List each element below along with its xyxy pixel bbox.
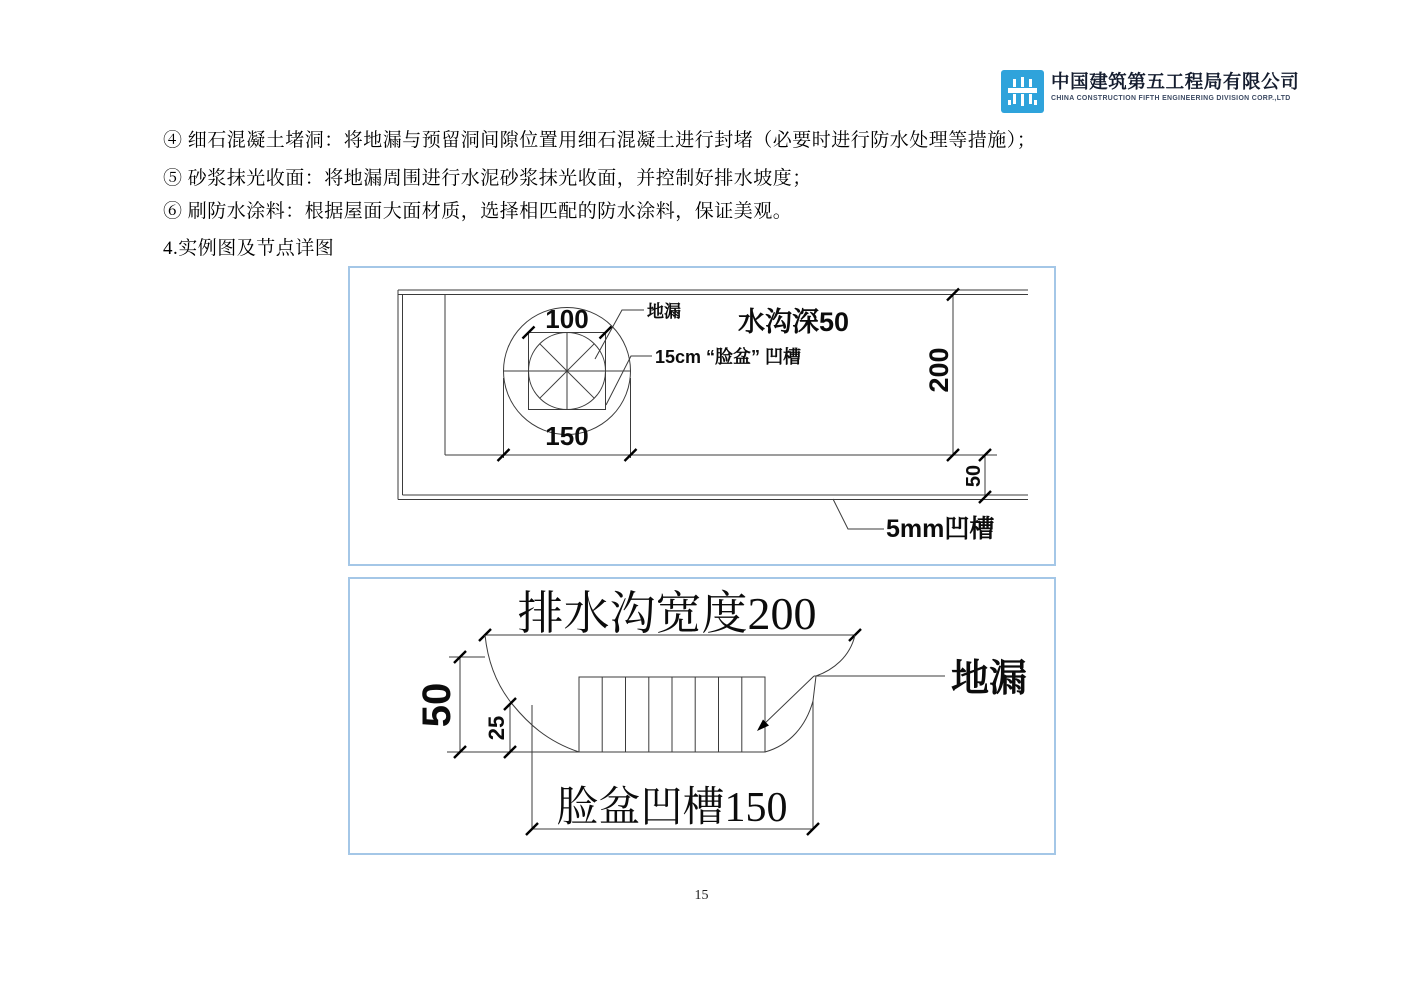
dim-label-150: 150 — [545, 421, 589, 451]
dimension-25 — [484, 698, 516, 758]
label-gutter-depth: 水沟深50 — [738, 307, 850, 337]
dim-label-25: 25 — [484, 715, 509, 741]
leader-line — [606, 356, 652, 405]
cscec-logo-icon — [1001, 70, 1044, 113]
procedure-step-4: ④ 细石混凝土堵洞：将地漏与预留洞间隙位置用细石混凝土进行封堵（必要时进行防水处理等措施）； — [163, 130, 1037, 151]
dim-label-50: 50 — [415, 682, 459, 728]
drain-grate — [579, 677, 765, 752]
section-title: 排水沟宽度200 — [517, 588, 817, 639]
figure-plan-view — [348, 266, 1056, 566]
label-basin-recess: 15cm “脸盆” 凹槽 — [655, 347, 802, 367]
company-name: 中国建筑第五工程局有限公司 — [1051, 71, 1300, 92]
section-view-drawing — [350, 579, 1054, 853]
dimension-200 — [924, 289, 959, 462]
page-number: 15 — [694, 888, 709, 903]
label-basin-150: 脸盆凹槽150 — [556, 785, 788, 831]
label-floor-drain: 地漏 — [647, 302, 681, 321]
plan-view-drawing — [350, 268, 1054, 564]
company-name-block — [1051, 70, 1299, 102]
company-logo — [1001, 70, 1299, 113]
procedure-step-5: ⑤ 砂浆抹光收面：将地漏周围进行水泥砂浆抹光收面，并控制好排水坡度； — [163, 168, 812, 189]
basin-recess-callout — [606, 346, 801, 405]
section-heading: 4.实例图及节点详图 — [163, 238, 335, 259]
procedure-step-6: ⑥ 刷防水涂料：根据屋面大面材质，选择相匹配的防水涂料，保证美观。 — [163, 201, 793, 222]
gutter-walls — [398, 290, 1028, 500]
label-floor-drain: 地漏 — [951, 658, 1028, 700]
company-name-en: CHINA CONSTRUCTION FIFTH ENGINEERING DIVISION CORP.,LTD — [1051, 95, 1291, 103]
dimension-50-left — [415, 651, 466, 758]
dim-label-50: 50 — [963, 464, 985, 488]
dim-label-200: 200 — [924, 347, 954, 393]
figure-section-view — [348, 577, 1056, 855]
dimension-100 — [523, 304, 612, 339]
leader-line — [833, 499, 884, 529]
groove-callout — [833, 499, 994, 543]
dim-label-100: 100 — [545, 304, 589, 334]
label-groove-5mm: 5mm凹槽 — [886, 515, 995, 543]
floor-drain-callout — [757, 658, 1027, 731]
